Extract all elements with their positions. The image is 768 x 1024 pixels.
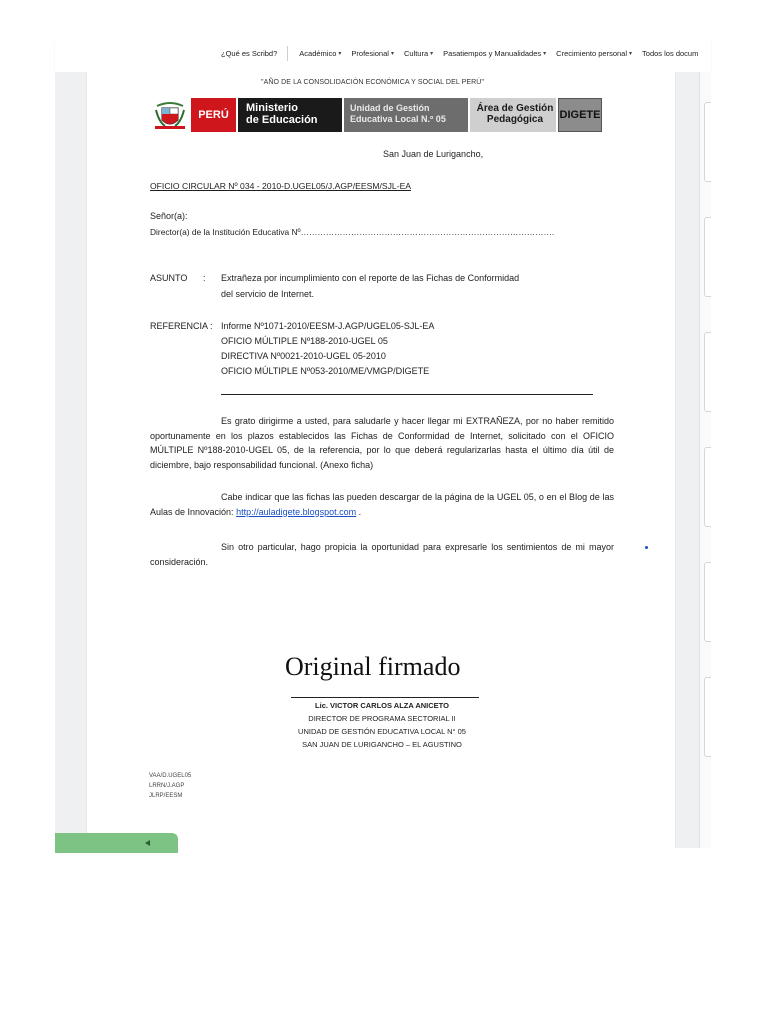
place-line: San Juan de Lurigancho, [383, 149, 484, 159]
nav-item-label: Pasatiempos y Manualidades [443, 49, 542, 58]
signature-line [291, 697, 479, 698]
coat-of-arms-icon [151, 98, 189, 132]
related-document-card[interactable] [704, 447, 711, 527]
chevron-down-icon: ▾ [430, 51, 434, 57]
area-line2: Pedagógica [486, 114, 544, 125]
ministerio-line2: de Educación [246, 114, 318, 126]
nav-item-pasatiempos[interactable] [443, 49, 546, 58]
asunto-colon: : [203, 273, 206, 283]
initials-line: LRRN/J.AGP [149, 783, 185, 789]
related-document-card[interactable] [704, 217, 711, 297]
signer-role: DIRECTOR DE PROGRAMA SECTORIAL II [308, 714, 456, 723]
ugel-line2: Educativa Local N.º 05 [350, 114, 446, 124]
document-content [87, 72, 675, 848]
nav-item-profesional[interactable] [351, 49, 394, 58]
nav-row [221, 46, 708, 61]
chevron-down-icon: ▾ [338, 51, 342, 57]
body-text: Es grato dirigirme a usted, para saludarle y hacer llegar mi EXTRAÑEZA, por no haber remitido oportunamente en los plazos establecidos las Fichas de Conformidad de Internet, solicitado con el OFICIO MÚLTIPLE Nº188-2010-UGEL 05, de la referencia, por lo que deberá regularizarlas hasta el último día útil de diciembre, bajo responsabilidad funcional. (Anexo ficha) [150, 416, 614, 470]
nav-item-label: Académico [299, 49, 337, 58]
referencia-item: OFICIO MÚLTIPLE Nº188-2010-UGEL 05 [221, 336, 388, 346]
body-paragraph-2 [150, 490, 614, 519]
initials-line: JLRP/EESM [149, 793, 183, 799]
initials-line: VAA/D.UGEL05 [149, 773, 192, 779]
reference-divider [221, 394, 593, 395]
related-document-card[interactable] [704, 102, 711, 182]
year-heading: "AÑO DE LA CONSOLIDACIÓN ECONÓMICA Y SOCIAL DEL PERÚ" [261, 79, 485, 86]
marker-dot [645, 546, 648, 549]
greeting: Señor(a): [150, 211, 188, 221]
ugel-line1: Unidad de Gestión [350, 103, 430, 113]
referencia-item: Informe Nº1071-2010/EESM-J.AGP/UGEL05-SJL-EA [221, 321, 435, 331]
collapse-icon[interactable] [145, 840, 150, 846]
nav-item-label: Profesional [351, 49, 389, 58]
referencia-item: OFICIO MÚLTIPLE Nº053-2010/ME/VMGP/DIGETE [221, 366, 430, 376]
body-paragraph-3 [150, 540, 614, 569]
asunto-label: ASUNTO [150, 273, 188, 283]
nav-item-todos-los-documentos[interactable] [642, 49, 698, 58]
signer-role: SAN JUAN DE LURIGANCHO – EL AGUSTINO [302, 740, 462, 749]
director-line: Director(a) de la Institución Educativa Nº………………………………………………………………………………. [150, 227, 555, 237]
asunto-line2: del servicio de Internet. [221, 289, 315, 299]
signer-role: UNIDAD DE GESTIÓN EDUCATIVA LOCAL N° 05 [298, 727, 466, 736]
chevron-down-icon: ▾ [629, 51, 633, 57]
nav-item-academico[interactable] [299, 49, 341, 58]
ministerio-line1: Ministerio [246, 102, 298, 114]
referencia-item: DIRECTIVA Nº0021-2010-UGEL 05-2010 [221, 351, 386, 361]
top-navigation-bar [55, 38, 711, 73]
related-document-card[interactable] [704, 332, 711, 412]
body-text: Cabe indicar que las fichas las pueden descargar de la página de la UGEL 05, o en el Blog de las Aulas de Innovación: [150, 492, 614, 517]
body-text: . [356, 506, 362, 517]
area-line1: Área de Gestión [476, 103, 554, 114]
chevron-down-icon: ▾ [390, 51, 394, 57]
nav-item-cultura[interactable] [404, 49, 433, 58]
nav-item-label: Todos los docum [642, 49, 699, 58]
blog-link[interactable]: http://auladigete.blogspot.com [236, 506, 357, 517]
body-text: Sin otro particular, hago propicia la oportunidad para expresarle los sentimientos de mi mayor consideración. [150, 542, 614, 567]
nav-item-crecimiento-personal[interactable] [556, 49, 632, 58]
ministerio-label [238, 98, 342, 132]
peru-label: PERÚ [191, 98, 236, 132]
letterhead [151, 98, 602, 132]
referencia-label: REFERENCIA : [150, 321, 213, 331]
bottom-toolbar[interactable] [55, 833, 178, 853]
related-document-card[interactable] [704, 562, 711, 642]
related-documents-sidebar [699, 72, 711, 848]
nav-item-label: Cultura [403, 49, 429, 58]
oficio-title: OFICIO CIRCULAR Nº 034 - 2010-D.UGEL05/J.AGP/EESM/SJL-EA [150, 181, 412, 191]
signer-name: Lic. VICTOR CARLOS ALZA ANICETO [315, 701, 449, 710]
nav-divider [287, 46, 288, 61]
asunto-line1: Extrañeza por incumplimiento con el reporte de las Fichas de Conformidad [221, 273, 520, 283]
ugel-label [344, 98, 468, 132]
related-document-card[interactable] [704, 677, 711, 757]
digete-label: DIGETE [558, 98, 602, 132]
signature-stamp: Original firmado [285, 652, 461, 681]
chevron-down-icon: ▾ [543, 51, 547, 57]
body-paragraph-1 [150, 414, 614, 472]
area-label [470, 98, 556, 132]
nav-link-about[interactable]: ¿Qué es Scribd? [221, 49, 278, 58]
nav-item-label: Crecimiento personal [556, 49, 628, 58]
